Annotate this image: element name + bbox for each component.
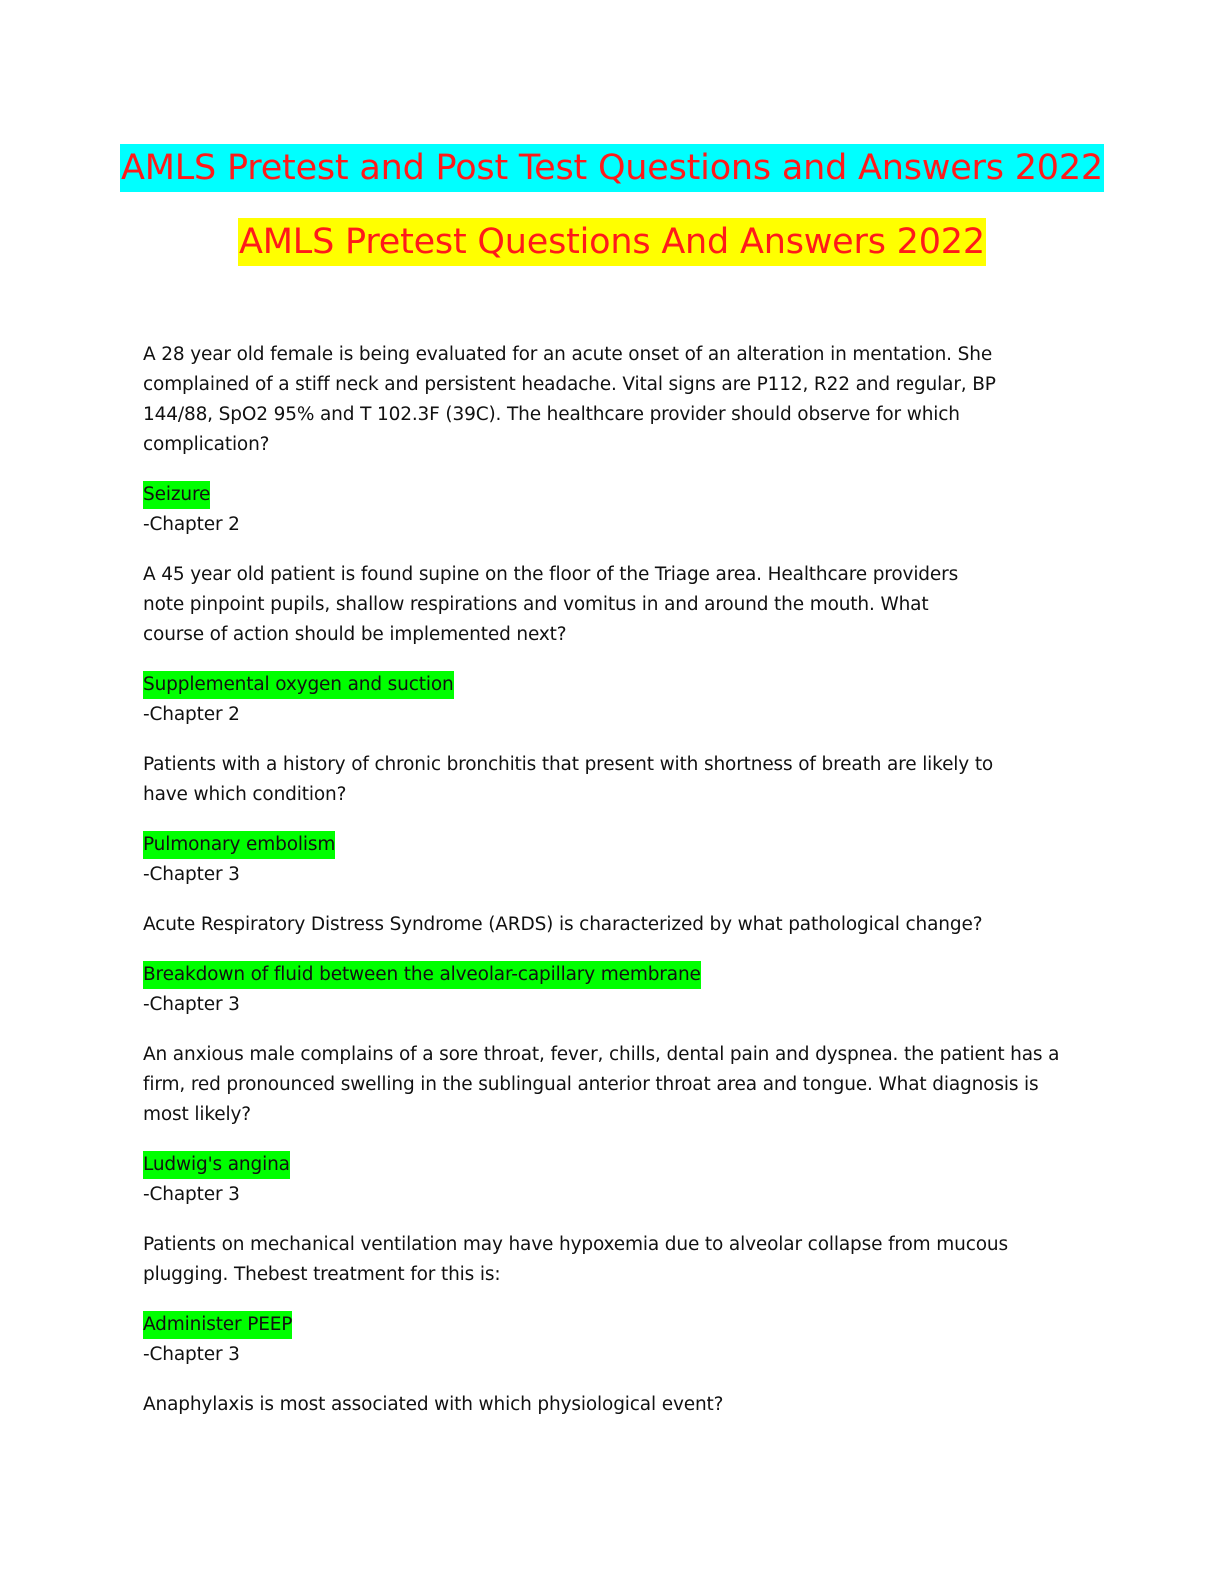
main-title-row	[0, 144, 1224, 192]
answer-highlight: Breakdown of fluid between the alveolar-capillary membrane	[143, 961, 701, 989]
answer-highlight: Administer PEEP	[143, 1311, 292, 1339]
sub-title-row	[0, 218, 1224, 266]
main-title: AMLS Pretest and Post Test Questions and Answers 2022	[120, 144, 1104, 192]
answer-highlight: Seizure	[143, 481, 210, 509]
qa-item-5	[143, 1040, 1083, 1210]
question-text: A 28 year old female is being evaluated for an acute onset of an alteration in mentation. She complained of a stiff neck and persistent headache. Vital signs are P112, R22 and regular, BP 144/88, SpO2 95% and T 102.3F (39C). The healthcare provider should observe for which complication?	[143, 344, 996, 455]
chapter-reference: -Chapter 2	[143, 704, 240, 725]
chapter-reference: -Chapter 3	[143, 994, 240, 1015]
answer-highlight: Pulmonary embolism	[143, 831, 335, 859]
question-text: An anxious male complains of a sore throat, fever, chills, dental pain and dyspnea. the patient has a firm, red pronounced swelling in the sublingual anterior throat area and tongue. What diagnosis is most likely?	[143, 1044, 1060, 1125]
chapter-reference: -Chapter 3	[143, 1344, 240, 1365]
question-text: Patients on mechanical ventilation may have hypoxemia due to alveolar collapse from mucous plugging. Thebest treatment for this is:	[143, 1234, 1008, 1285]
answer-highlight: Ludwig's angina	[143, 1151, 290, 1179]
chapter-reference: -Chapter 2	[143, 514, 240, 535]
qa-item-1	[143, 340, 1083, 540]
question-text: Acute Respiratory Distress Syndrome (ARDS) is characterized by what pathological change?	[143, 914, 983, 935]
question-text: Anaphylaxis is most associated with which physiological event?	[143, 1394, 724, 1415]
chapter-reference: -Chapter 3	[143, 1184, 240, 1205]
sub-title: AMLS Pretest Questions And Answers 2022	[238, 218, 986, 266]
qa-item-3	[143, 750, 1083, 890]
qa-item-2	[143, 560, 1083, 730]
chapter-reference: -Chapter 3	[143, 864, 240, 885]
question-text: Patients with a history of chronic bronchitis that present with shortness of breath are likely to have which condition?	[143, 754, 994, 805]
qa-item-7	[143, 1390, 1083, 1420]
qa-item-4	[143, 910, 1083, 1020]
answer-highlight: Supplemental oxygen and suction	[143, 671, 454, 699]
question-text: A 45 year old patient is found supine on the floor of the Triage area. Healthcare providers note pinpoint pupils, shallow respirations and vomitus in and around the mouth. What course of action should be implemented next?	[143, 564, 959, 645]
qa-list	[143, 340, 1083, 1440]
qa-item-6	[143, 1230, 1083, 1370]
